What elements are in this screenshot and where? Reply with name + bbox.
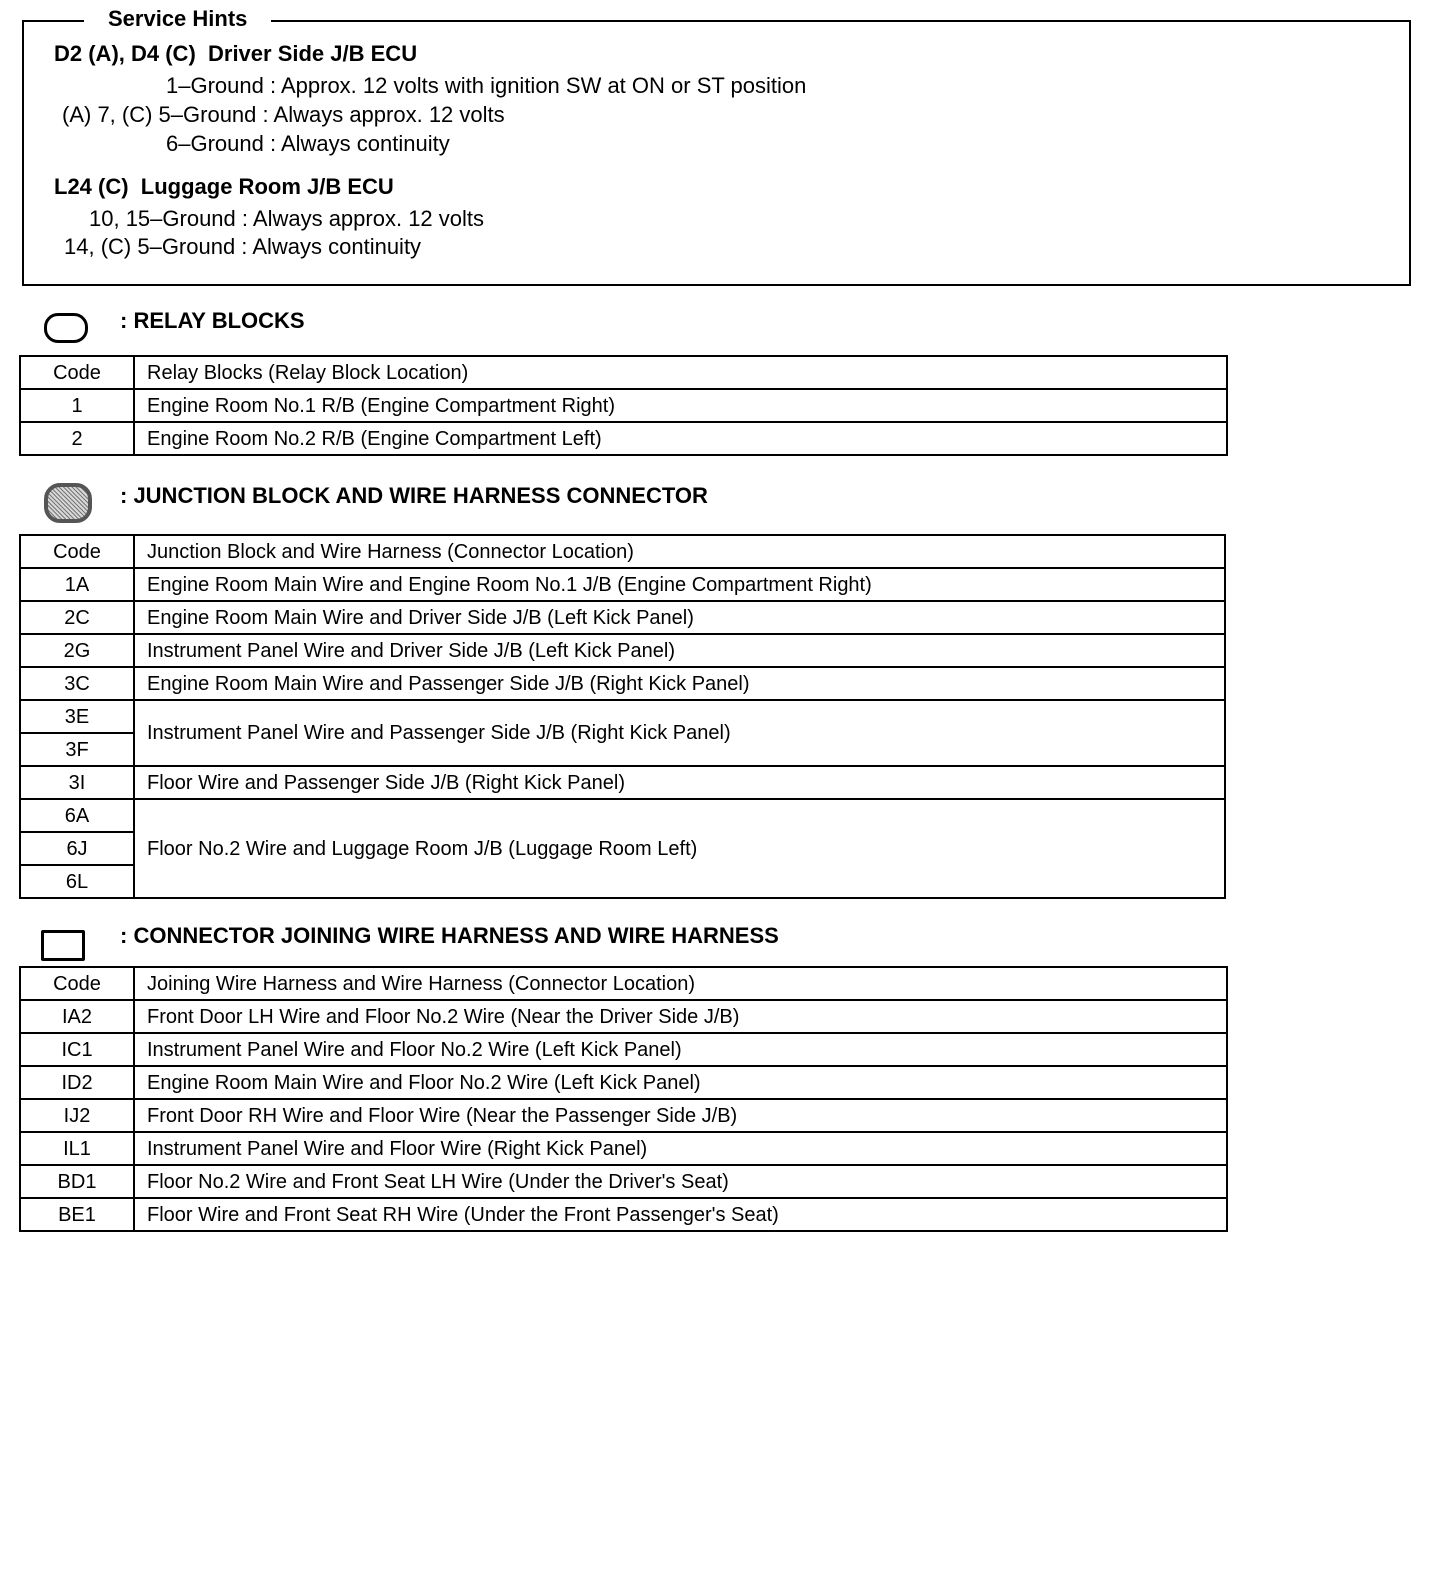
desc-cell: Engine Room Main Wire and Passenger Side J/B (Right Kick Panel) <box>134 667 1225 700</box>
code-cell: IC1 <box>20 1033 134 1066</box>
hint-heading-luggage-room-jb: L24 (C) Luggage Room J/B ECU <box>54 174 394 199</box>
table-row <box>20 766 1225 799</box>
code-cell: 1 <box>20 389 134 422</box>
desc-cell: Front Door RH Wire and Floor Wire (Near the Passenger Side J/B) <box>134 1099 1227 1132</box>
hint-line: 14, (C) 5–Ground : Always continuity <box>64 234 422 259</box>
table-row <box>20 1165 1227 1198</box>
code-cell: 3I <box>20 766 134 799</box>
desc-cell: Instrument Panel Wire and Passenger Side J/B (Right Kick Panel) <box>134 700 1225 766</box>
desc-cell: Engine Room Main Wire and Driver Side J/B (Left Kick Panel) <box>134 601 1225 634</box>
code-cell: IJ2 <box>20 1099 134 1132</box>
code-cell: ID2 <box>20 1066 134 1099</box>
code-cell: 2G <box>20 634 134 667</box>
table-row <box>20 1099 1227 1132</box>
connector-joining-symbol-icon <box>41 930 85 961</box>
table-row <box>20 601 1225 634</box>
hint-heading-driver-side-jb: D2 (A), D4 (C) Driver Side J/B ECU <box>54 41 418 66</box>
desc-cell: Floor Wire and Passenger Side J/B (Right Kick Panel) <box>134 766 1225 799</box>
table-row <box>20 1198 1227 1231</box>
code-cell: BE1 <box>20 1198 134 1231</box>
code-cell: 1A <box>20 568 134 601</box>
table-row <box>20 1066 1227 1099</box>
relay-blocks-table <box>19 355 1228 456</box>
code-cell: IA2 <box>20 1000 134 1033</box>
desc-cell: Front Door LH Wire and Floor No.2 Wire (Near the Driver Side J/B) <box>134 1000 1227 1033</box>
desc-cell: Instrument Panel Wire and Floor Wire (Right Kick Panel) <box>134 1132 1227 1165</box>
table-header-row <box>20 967 1227 1000</box>
hint-line: 6–Ground : Always continuity <box>166 131 450 156</box>
junction-block-symbol-icon <box>44 483 92 523</box>
table-header-row <box>20 535 1225 568</box>
desc-header: Joining Wire Harness and Wire Harness (Connector Location) <box>134 967 1227 1000</box>
junction-block-table <box>19 534 1226 899</box>
desc-cell: Floor Wire and Front Seat RH Wire (Under the Front Passenger's Seat) <box>134 1198 1227 1231</box>
code-cell: 6J <box>20 832 134 865</box>
desc-cell: Instrument Panel Wire and Driver Side J/B (Left Kick Panel) <box>134 634 1225 667</box>
hint-line: (A) 7, (C) 5–Ground : Always approx. 12 volts <box>62 102 505 127</box>
table-row <box>20 634 1225 667</box>
hint-line: 10, 15–Ground : Always approx. 12 volts <box>89 206 485 231</box>
table-row <box>20 1000 1227 1033</box>
desc-cell: Engine Room Main Wire and Engine Room No.1 J/B (Engine Compartment Right) <box>134 568 1225 601</box>
code-header: Code <box>20 535 134 568</box>
relay-blocks-heading: : RELAY BLOCKS <box>120 308 305 333</box>
code-cell: 3F <box>20 733 134 766</box>
code-cell: 6A <box>20 799 134 832</box>
desc-cell: Floor No.2 Wire and Front Seat LH Wire (Under the Driver's Seat) <box>134 1165 1227 1198</box>
code-cell: 3E <box>20 700 134 733</box>
desc-cell: Engine Room Main Wire and Floor No.2 Wire (Left Kick Panel) <box>134 1066 1227 1099</box>
table-row <box>20 700 1225 733</box>
code-header: Code <box>20 967 134 1000</box>
code-cell: 3C <box>20 667 134 700</box>
code-cell: 2 <box>20 422 134 455</box>
desc-cell: Engine Room No.2 R/B (Engine Compartment Left) <box>134 422 1227 455</box>
table-row <box>20 1132 1227 1165</box>
connector-joining-table <box>19 966 1228 1232</box>
code-cell: BD1 <box>20 1165 134 1198</box>
junction-block-heading: : JUNCTION BLOCK AND WIRE HARNESS CONNECTOR <box>120 483 708 508</box>
table-row <box>20 1033 1227 1066</box>
relay-block-symbol-icon <box>44 313 88 343</box>
desc-cell: Engine Room No.1 R/B (Engine Compartment Right) <box>134 389 1227 422</box>
code-cell: 6L <box>20 865 134 898</box>
hint-line: 1–Ground : Approx. 12 volts with ignition SW at ON or ST position <box>166 73 807 98</box>
connector-joining-heading: : CONNECTOR JOINING WIRE HARNESS AND WIRE HARNESS <box>120 923 779 948</box>
desc-header: Relay Blocks (Relay Block Location) <box>134 356 1227 389</box>
table-row <box>20 422 1227 455</box>
code-cell: IL1 <box>20 1132 134 1165</box>
table-header-row <box>20 356 1227 389</box>
desc-cell: Floor No.2 Wire and Luggage Room J/B (Luggage Room Left) <box>134 799 1225 898</box>
code-cell: 2C <box>20 601 134 634</box>
table-row <box>20 389 1227 422</box>
desc-header: Junction Block and Wire Harness (Connector Location) <box>134 535 1225 568</box>
service-hints-title: Service Hints <box>84 4 271 34</box>
table-row <box>20 799 1225 832</box>
code-header: Code <box>20 356 134 389</box>
table-row <box>20 667 1225 700</box>
table-row <box>20 568 1225 601</box>
desc-cell: Instrument Panel Wire and Floor No.2 Wire (Left Kick Panel) <box>134 1033 1227 1066</box>
